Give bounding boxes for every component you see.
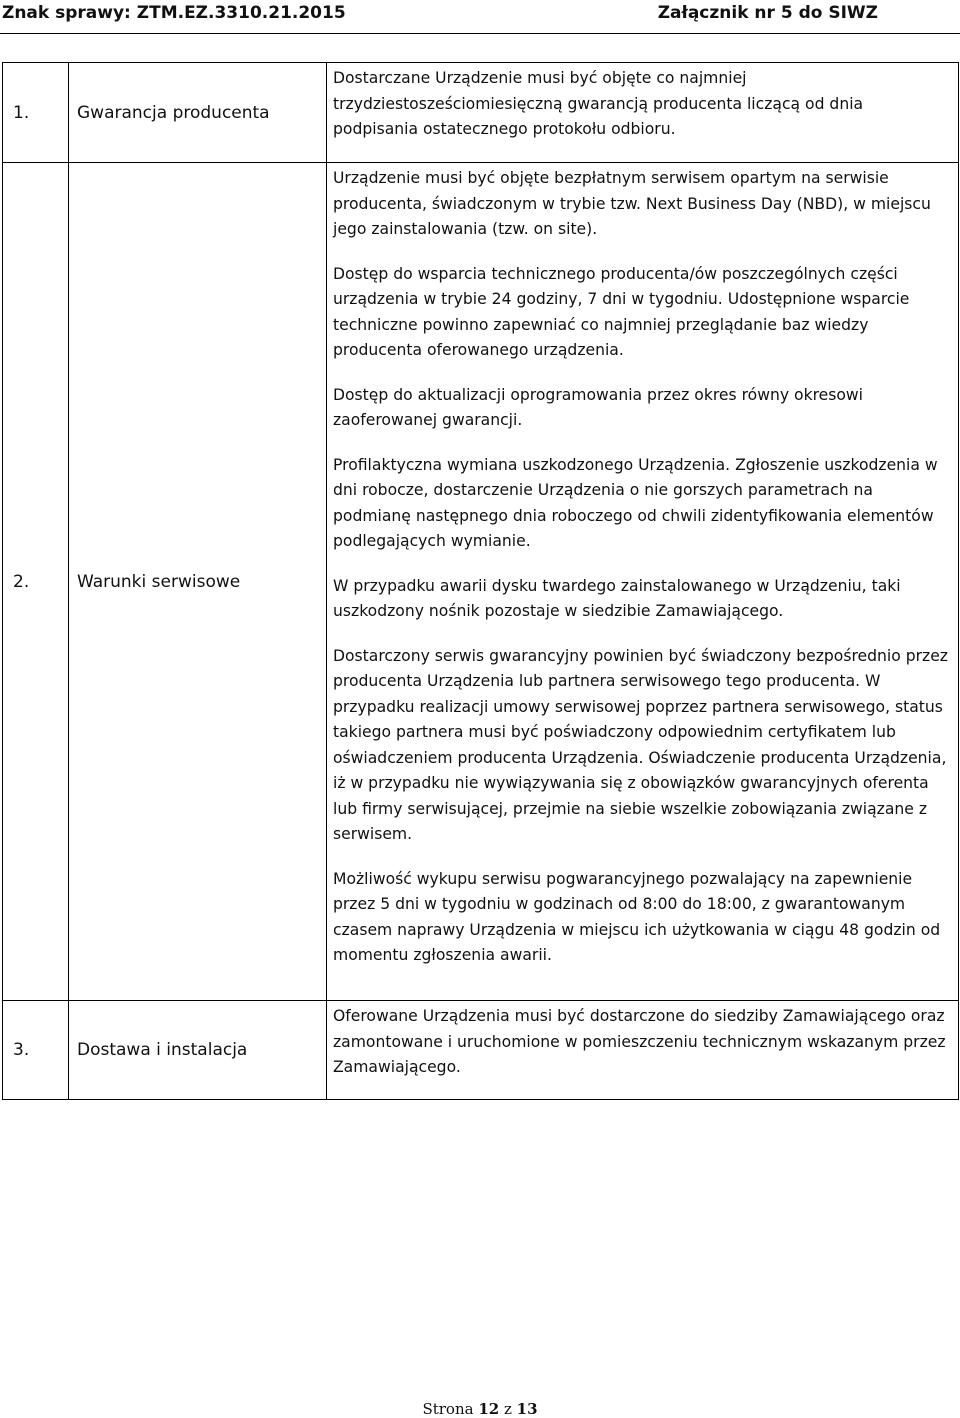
- attachment-label: Załącznik nr 5 do SIWZ: [657, 3, 878, 23]
- row-label: Dostawa i instalacja: [69, 1001, 327, 1100]
- row-label: Gwarancja producenta: [69, 63, 327, 163]
- paragraph: Dostęp do aktualizacji oprogramowania przez okres równy okresowi zaoferowanej gwarancji.: [333, 385, 864, 429]
- footer-separator: z: [503, 1400, 512, 1418]
- paragraph: Dostęp do wsparcia technicznego producenta/ów poszczególnych części urządzenia w trybie 24 godziny, 7 dni w tygodniu. Udostępnione wsparcie techniczne powinno zapewniać co najmniej przeglądanie baz wiedzy producenta oferowanego urządzenia.: [333, 264, 910, 359]
- footer-prefix: Strona: [422, 1400, 474, 1418]
- case-number: Znak sprawy: ZTM.EZ.3310.21.2015: [2, 3, 346, 23]
- row-content: [327, 1001, 959, 1100]
- paragraph: Profilaktyczna wymiana uszkodzonego Urządzenia. Zgłoszenie uszkodzenia w dni robocze, dostarczenie Urządzenia o nie gorszych parametrach na podmianę następnego dnia roboczego od chwili zidentyfikowania elementów podlegających wymianie.: [333, 455, 938, 550]
- footer-page-number: 12: [478, 1400, 500, 1418]
- footer-total-pages: 13: [516, 1400, 538, 1418]
- row-content: [327, 63, 959, 163]
- requirements-table: [2, 62, 959, 1100]
- paragraph: Możliwość wykupu serwisu pogwarancyjnego pozwalający na zapewnienie przez 5 dni w tygodniu w godzinach od 8:00 do 18:00, z gwarantowanym czasem naprawy Urządzenia w miejscu ich użytkowania w ciągu 48 godzin od momentu zgłoszenia awarii.: [333, 869, 941, 964]
- table-row: [3, 163, 959, 1001]
- row-number: 3.: [3, 1001, 69, 1100]
- paragraph: W przypadku awarii dysku twardego zainstalowanego w Urządzeniu, taki uszkodzony nośnik pozostaje w siedzibie Zamawiającego.: [333, 576, 901, 620]
- row-content: [327, 163, 959, 1001]
- paragraph: Dostarczane Urządzenie musi być objęte co najmniej trzydziestosześciomiesięczną gwarancją producenta liczącą od dnia podpisania ostatecznego protokołu odbioru.: [333, 69, 864, 138]
- table-row: [3, 1001, 959, 1100]
- paragraph: Oferowane Urządzenia musi być dostarczone do siedziby Zamawiającego oraz zamontowane i uruchomione w pomieszczeniu technicznym wskazanym przez Zamawiającego.: [333, 1007, 946, 1076]
- page-header: [0, 0, 960, 30]
- paragraph: Urządzenie musi być objęte bezpłatnym serwisem opartym na serwisie producenta, świadczonym w trybie tzw. Next Business Day (NBD), w miejscu jego zainstalowania (tzw. on site).: [333, 169, 931, 238]
- table-row: [3, 63, 959, 163]
- row-label: Warunki serwisowe: [69, 163, 327, 1001]
- row-number: 1.: [3, 63, 69, 163]
- row-number: 2.: [3, 163, 69, 1001]
- header-rule: [0, 33, 960, 34]
- paragraph: Dostarczony serwis gwarancyjny powinien być świadczony bezpośrednio przez producenta Urządzenia lub partnera serwisowego tego producenta. W przypadku realizacji umowy serwisowej poprzez partnera serwisowego, status takiego partnera musi być poświadczony odpowiednim certyfikatem lub oświadczeniem producenta Urządzenia. Oświadczenie producenta Urządzenia, iż w przypadku nie wywiązywania się z obowiązków gwarancyjnych oferenta lub firmy serwisującej, przejmie na siebie wszelkie zobowiązania związane z serwisem.: [333, 646, 948, 843]
- page-footer: [0, 1400, 960, 1418]
